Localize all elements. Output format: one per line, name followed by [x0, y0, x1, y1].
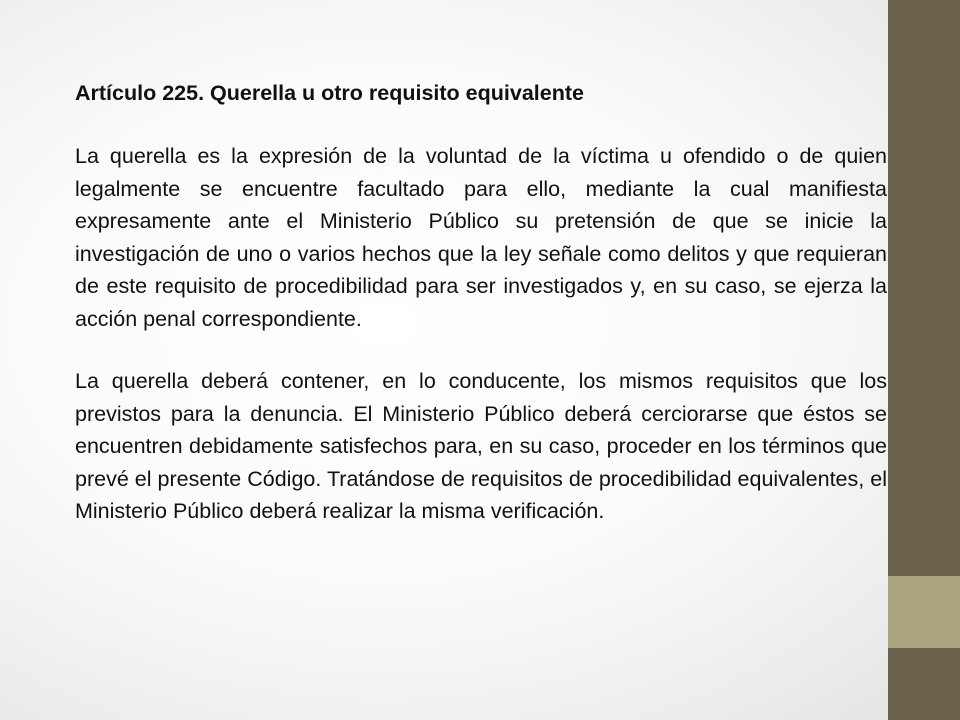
paragraph-requirements: La querella deberá contener, en lo conducente, los mismos requisitos que los previstos para la denuncia. El Ministerio Público deberá cerciorarse que éstos se encuentren debidamente satisfechos para, en su caso, proceder en los términos que prevé el presente Código. Tratándose de requisitos de procedibilidad equivalentes, el Ministerio Público deberá realizar la misma verificación. [75, 369, 887, 523]
decorative-side-band [888, 0, 960, 720]
article-title: Artículo 225. Querella u otro requisito equivalente [75, 81, 584, 105]
slide-content [75, 78, 887, 558]
paragraph-definition: La querella es la expresión de la voluntad de la víctima u ofendido o de quien legalmente se encuentre facultado para ello, mediante la cual manifiesta expresamente ante el Ministerio Público su pretensión de que se inicie la investigación de uno o varios hechos que la ley señale como delitos y que requieran de este requisito de procedibilidad para ser investigados y, en su caso, se ejerza la acción penal correspondiente. [75, 144, 887, 331]
decorative-accent-block [888, 576, 960, 648]
